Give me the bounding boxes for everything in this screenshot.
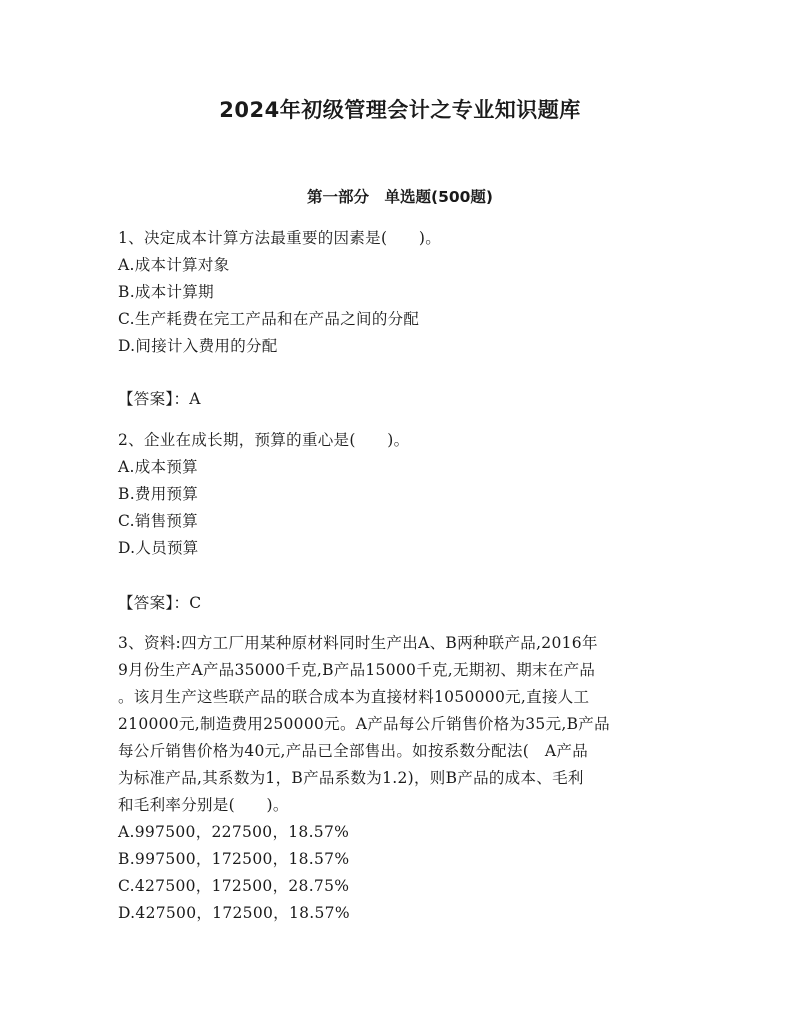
question-stem: 2、企业在成长期，预算的重心是( )。 xyxy=(118,431,410,449)
question-stem-line: 和毛利率分别是( )。 xyxy=(118,796,289,814)
option-d: D.427500，172500，18.57% xyxy=(118,904,350,922)
answer-text: 【答案】：C xyxy=(118,594,202,612)
option-d: D.人员预算 xyxy=(118,539,199,557)
option-c: C.生产耗费在完工产品和在产品之间的分配 xyxy=(118,310,420,328)
question-stem-line: 210000元,制造费用250000元。A产品每公斤销售价格为35元,B产品 xyxy=(118,715,610,733)
option-a: A.997500，227500，18.57% xyxy=(118,823,350,841)
document-title: 2024年初级管理会计之专业知识题库 xyxy=(219,98,581,122)
option-c: C.427500，172500，28.75% xyxy=(118,877,350,895)
question-stem-line: 每公斤销售价格为40元,产品已全部售出。如按系数分配法( A产品 xyxy=(118,742,588,760)
option-b: B.997500，172500，18.57% xyxy=(118,850,350,868)
question-stem-line: 为标准产品,其系数为1，B产品系数为1.2)，则B产品的成本、毛利 xyxy=(118,769,584,787)
option-c: C.销售预算 xyxy=(118,512,199,530)
question-stem-line: 9月份生产A产品35000千克,B产品15000千克,无期初、期末在产品 xyxy=(118,661,596,679)
answer-2 xyxy=(118,590,688,617)
option-d: D.间接计入费用的分配 xyxy=(118,337,278,355)
answer-1 xyxy=(118,386,688,413)
option-a: A.成本预算 xyxy=(118,458,198,476)
section-title: 第一部分 单选题(500题) xyxy=(306,188,494,206)
question-1 xyxy=(118,225,688,360)
option-a: A.成本计算对象 xyxy=(118,256,230,274)
question-stem-line: 3、资料:四方工厂用某种原材料同时生产出A、B两种联产品,2016年 xyxy=(118,634,598,652)
question-2 xyxy=(118,427,688,562)
option-b: B.成本计算期 xyxy=(118,283,214,301)
question-3 xyxy=(118,630,688,927)
answer-text: 【答案】：A xyxy=(118,390,201,408)
option-b: B.费用预算 xyxy=(118,485,199,503)
question-stem-line: 。该月生产这些联产品的联合成本为直接材料1050000元,直接人工 xyxy=(118,688,590,706)
question-stem: 1、决定成本计算方法最重要的因素是( )。 xyxy=(118,229,442,247)
